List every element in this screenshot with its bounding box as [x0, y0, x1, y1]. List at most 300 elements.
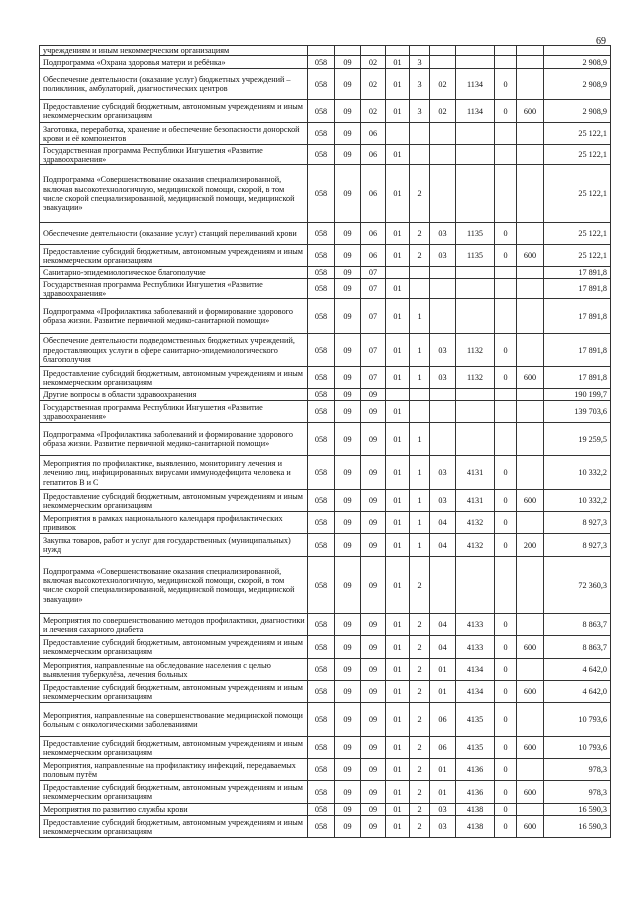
section-code: 09 [335, 334, 361, 367]
expense-type-code: 600 [517, 100, 544, 123]
program-code: 01 [386, 423, 410, 456]
program-code: 01 [386, 165, 410, 223]
subprogram-code: 2 [410, 636, 430, 659]
section-code: 09 [335, 401, 361, 423]
subprogram-code: 1 [410, 367, 430, 389]
subprogram-code [410, 46, 430, 56]
program-code: 01 [386, 367, 410, 389]
row-name: Государственная программа Республики Ингушетия «Развитие здравоохранения» [40, 279, 308, 299]
row-amount: 10 793,6 [544, 737, 611, 759]
subprogram-code: 2 [410, 165, 430, 223]
ministry-code: 058 [308, 100, 335, 123]
table-row [40, 737, 611, 759]
section-code: 09 [335, 636, 361, 659]
event-code [430, 401, 456, 423]
direction-code: 1135 [456, 245, 495, 267]
extra-code: 0 [495, 636, 517, 659]
event-code: 06 [430, 703, 456, 737]
extra-code: 0 [495, 512, 517, 534]
event-code: 02 [430, 69, 456, 100]
program-code: 01 [386, 737, 410, 759]
table-row [40, 401, 611, 423]
program-code: 01 [386, 816, 410, 838]
section-code: 09 [335, 490, 361, 512]
ministry-code: 058 [308, 401, 335, 423]
expense-type-code [517, 69, 544, 100]
event-code [430, 279, 456, 299]
row-amount: 72 360,3 [544, 557, 611, 614]
table-row [40, 557, 611, 614]
subprogram-code [410, 389, 430, 401]
subsection-code: 09 [361, 456, 386, 490]
subprogram-code: 2 [410, 614, 430, 636]
row-amount: 10 332,2 [544, 456, 611, 490]
direction-code: 4134 [456, 659, 495, 681]
table-row [40, 100, 611, 123]
program-code: 01 [386, 659, 410, 681]
table-row [40, 659, 611, 681]
subsection-code: 07 [361, 299, 386, 334]
expense-type-code: 600 [517, 681, 544, 703]
row-amount: 17 891,8 [544, 334, 611, 367]
ministry-code [308, 46, 335, 56]
subprogram-code: 1 [410, 299, 430, 334]
direction-code [456, 299, 495, 334]
extra-code [495, 56, 517, 69]
section-code: 09 [335, 659, 361, 681]
expense-type-code [517, 389, 544, 401]
subsection-code [361, 46, 386, 56]
subsection-code: 02 [361, 56, 386, 69]
ministry-code: 058 [308, 557, 335, 614]
table-row [40, 681, 611, 703]
event-code [430, 123, 456, 145]
subsection-code: 09 [361, 681, 386, 703]
table-row [40, 759, 611, 781]
direction-code: 1134 [456, 69, 495, 100]
row-amount: 16 590,3 [544, 816, 611, 838]
extra-code: 0 [495, 100, 517, 123]
event-code: 03 [430, 816, 456, 838]
row-name: учреждениям и иным некоммерческим организациям [40, 46, 308, 56]
expense-type-code [517, 334, 544, 367]
expense-type-code [517, 759, 544, 781]
subsection-code: 09 [361, 659, 386, 681]
table-row [40, 456, 611, 490]
expense-type-code [517, 279, 544, 299]
subprogram-code: 1 [410, 334, 430, 367]
expense-type-code [517, 223, 544, 245]
section-code: 09 [335, 512, 361, 534]
row-amount: 978,3 [544, 759, 611, 781]
direction-code [456, 557, 495, 614]
row-name: Обеспечение деятельности (оказание услуг) станций переливаний крови [40, 223, 308, 245]
row-name: Государственная программа Республики Ингушетия «Развитие здравоохранения» [40, 145, 308, 165]
expense-type-code [517, 165, 544, 223]
program-code: 01 [386, 703, 410, 737]
section-code: 09 [335, 267, 361, 279]
row-name: Подпрограмма «Охрана здоровья матери и ребёнка» [40, 56, 308, 69]
subprogram-code [410, 123, 430, 145]
ministry-code: 058 [308, 534, 335, 557]
table-row [40, 512, 611, 534]
subprogram-code: 1 [410, 534, 430, 557]
table-row [40, 367, 611, 389]
direction-code: 1135 [456, 223, 495, 245]
row-amount: 25 122,1 [544, 223, 611, 245]
event-code: 04 [430, 636, 456, 659]
expense-type-code [517, 56, 544, 69]
subsection-code: 09 [361, 423, 386, 456]
subprogram-code [410, 401, 430, 423]
section-code: 09 [335, 56, 361, 69]
row-amount: 8 863,7 [544, 614, 611, 636]
direction-code: 4131 [456, 490, 495, 512]
section-code: 09 [335, 804, 361, 816]
row-amount: 16 590,3 [544, 804, 611, 816]
ministry-code: 058 [308, 245, 335, 267]
row-name: Мероприятия в рамках национального календаря профилактических прививок [40, 512, 308, 534]
direction-code: 1132 [456, 334, 495, 367]
event-code [430, 557, 456, 614]
table-row [40, 389, 611, 401]
ministry-code: 058 [308, 267, 335, 279]
extra-code: 0 [495, 456, 517, 490]
row-name: Мероприятия, направленные на обследование населения с целью выявления туберкулёза, лечения больных [40, 659, 308, 681]
expense-type-code: 600 [517, 737, 544, 759]
subprogram-code [410, 279, 430, 299]
row-amount: 2 908,9 [544, 69, 611, 100]
program-code [386, 123, 410, 145]
row-name: Подпрограмма «Профилактика заболеваний и формирование здорового образа жизни. Развитие первичной медико-санитарной помощи» [40, 299, 308, 334]
row-amount: 2 908,9 [544, 56, 611, 69]
event-code [430, 299, 456, 334]
expense-type-code [517, 659, 544, 681]
program-code [386, 389, 410, 401]
table-row [40, 804, 611, 816]
ministry-code: 058 [308, 659, 335, 681]
row-amount: 8 927,3 [544, 512, 611, 534]
subsection-code: 06 [361, 165, 386, 223]
expense-type-code [517, 512, 544, 534]
subprogram-code: 2 [410, 681, 430, 703]
extra-code: 0 [495, 781, 517, 804]
event-code: 01 [430, 759, 456, 781]
extra-code: 0 [495, 245, 517, 267]
ministry-code: 058 [308, 737, 335, 759]
program-code: 01 [386, 69, 410, 100]
subprogram-code: 3 [410, 69, 430, 100]
row-amount: 4 642,0 [544, 681, 611, 703]
extra-code: 0 [495, 759, 517, 781]
section-code: 09 [335, 681, 361, 703]
subprogram-code: 2 [410, 804, 430, 816]
extra-code: 0 [495, 816, 517, 838]
row-amount: 17 891,8 [544, 267, 611, 279]
expense-type-code [517, 46, 544, 56]
direction-code [456, 123, 495, 145]
table-row [40, 816, 611, 838]
direction-code [456, 56, 495, 69]
direction-code [456, 423, 495, 456]
row-name: Подпрограмма «Профилактика заболеваний и формирование здорового образа жизни. Развитие первичной медико-санитарной помощи» [40, 423, 308, 456]
ministry-code: 058 [308, 423, 335, 456]
event-code [430, 423, 456, 456]
direction-code [456, 267, 495, 279]
row-amount: 4 642,0 [544, 659, 611, 681]
row-name: Подпрограмма «Совершенствование оказания специализированной, включая высокотехнологичную, медицинской помощи, скорой, в том числе скорой специализированной, медицинской помощи, медицинской эвакуации» [40, 165, 308, 223]
extra-code: 0 [495, 223, 517, 245]
program-code: 01 [386, 456, 410, 490]
direction-code [456, 46, 495, 56]
subsection-code: 07 [361, 267, 386, 279]
subsection-code: 09 [361, 490, 386, 512]
direction-code: 4132 [456, 534, 495, 557]
section-code: 09 [335, 614, 361, 636]
subprogram-code: 2 [410, 703, 430, 737]
row-name: Закупка товаров, работ и услуг для государственных (муниципальных) нужд [40, 534, 308, 557]
ministry-code: 058 [308, 614, 335, 636]
section-code: 09 [335, 456, 361, 490]
program-code: 01 [386, 636, 410, 659]
extra-code: 0 [495, 534, 517, 557]
event-code: 04 [430, 512, 456, 534]
direction-code: 1132 [456, 367, 495, 389]
expense-type-code: 600 [517, 816, 544, 838]
event-code: 03 [430, 334, 456, 367]
ministry-code: 058 [308, 367, 335, 389]
subsection-code: 06 [361, 123, 386, 145]
section-code: 09 [335, 703, 361, 737]
subprogram-code: 1 [410, 512, 430, 534]
row-name: Государственная программа Республики Ингушетия «Развитие здравоохранения» [40, 401, 308, 423]
row-amount: 10 332,2 [544, 490, 611, 512]
table-row [40, 703, 611, 737]
direction-code [456, 401, 495, 423]
row-name: Подпрограмма «Совершенствование оказания специализированной, включая высокотехнологичную, медицинской помощи, скорой, в том числе скорой специализированной, медицинской помощи, медицинской эвакуации» [40, 557, 308, 614]
program-code: 01 [386, 534, 410, 557]
table-body [40, 46, 611, 838]
row-name: Санитарно-эпидемиологическое благополучие [40, 267, 308, 279]
row-amount: 25 122,1 [544, 145, 611, 165]
event-code [430, 267, 456, 279]
subprogram-code: 1 [410, 490, 430, 512]
table-row [40, 165, 611, 223]
ministry-code: 058 [308, 279, 335, 299]
program-code: 01 [386, 100, 410, 123]
ministry-code: 058 [308, 69, 335, 100]
subsection-code: 09 [361, 703, 386, 737]
row-name: Предоставление субсидий бюджетным, автономным учреждениям и иным некоммерческим организациям [40, 100, 308, 123]
event-code [430, 389, 456, 401]
direction-code: 4131 [456, 456, 495, 490]
row-amount: 10 793,6 [544, 703, 611, 737]
row-amount: 978,3 [544, 781, 611, 804]
subsection-code: 09 [361, 534, 386, 557]
section-code: 09 [335, 123, 361, 145]
ministry-code: 058 [308, 223, 335, 245]
program-code: 01 [386, 401, 410, 423]
row-name: Заготовка, переработка, хранение и обеспечение безопасности донорской крови и её компонентов [40, 123, 308, 145]
event-code: 03 [430, 804, 456, 816]
section-code: 09 [335, 299, 361, 334]
table-row [40, 245, 611, 267]
section-code: 09 [335, 534, 361, 557]
expense-type-code [517, 123, 544, 145]
extra-code: 0 [495, 69, 517, 100]
row-name: Предоставление субсидий бюджетным, автономным учреждениям и иным некоммерческим организациям [40, 781, 308, 804]
event-code [430, 165, 456, 223]
expense-type-code [517, 401, 544, 423]
row-amount: 19 259,5 [544, 423, 611, 456]
subsection-code: 09 [361, 557, 386, 614]
subsection-code: 06 [361, 245, 386, 267]
expense-type-code [517, 614, 544, 636]
expense-type-code [517, 267, 544, 279]
subprogram-code: 2 [410, 557, 430, 614]
program-code [386, 267, 410, 279]
extra-code [495, 267, 517, 279]
section-code: 09 [335, 423, 361, 456]
subsection-code: 09 [361, 759, 386, 781]
event-code: 03 [430, 456, 456, 490]
table-row [40, 279, 611, 299]
program-code: 01 [386, 279, 410, 299]
event-code: 01 [430, 781, 456, 804]
row-name: Мероприятия, направленные на профилактику инфекций, передаваемых половым путём [40, 759, 308, 781]
ministry-code: 058 [308, 165, 335, 223]
subsection-code: 02 [361, 69, 386, 100]
event-code [430, 56, 456, 69]
row-name: Мероприятия, направленные на совершенствование медицинской помощи больным с онкологическими заболеваниями [40, 703, 308, 737]
row-amount: 190 199,7 [544, 389, 611, 401]
direction-code: 4134 [456, 681, 495, 703]
table-row [40, 145, 611, 165]
subsection-code: 06 [361, 145, 386, 165]
section-code: 09 [335, 245, 361, 267]
subprogram-code: 2 [410, 245, 430, 267]
direction-code: 4132 [456, 512, 495, 534]
row-amount: 8 927,3 [544, 534, 611, 557]
table-row [40, 56, 611, 69]
event-code: 03 [430, 245, 456, 267]
extra-code: 0 [495, 490, 517, 512]
extra-code [495, 123, 517, 145]
extra-code: 0 [495, 804, 517, 816]
ministry-code: 058 [308, 299, 335, 334]
program-code: 01 [386, 759, 410, 781]
ministry-code: 058 [308, 490, 335, 512]
extra-code [495, 279, 517, 299]
expense-type-code [517, 299, 544, 334]
table-row [40, 423, 611, 456]
extra-code [495, 401, 517, 423]
row-amount: 25 122,1 [544, 123, 611, 145]
ministry-code: 058 [308, 759, 335, 781]
program-code: 01 [386, 557, 410, 614]
subsection-code: 09 [361, 389, 386, 401]
program-code: 01 [386, 245, 410, 267]
row-amount: 2 908,9 [544, 100, 611, 123]
expense-type-code: 600 [517, 781, 544, 804]
program-code: 01 [386, 512, 410, 534]
direction-code: 4135 [456, 703, 495, 737]
row-amount: 17 891,8 [544, 279, 611, 299]
subprogram-code: 1 [410, 423, 430, 456]
direction-code: 4136 [456, 759, 495, 781]
expense-type-code [517, 804, 544, 816]
program-code: 01 [386, 145, 410, 165]
ministry-code: 058 [308, 389, 335, 401]
row-name: Мероприятия по развитию службы крови [40, 804, 308, 816]
extra-code: 0 [495, 334, 517, 367]
row-name: Обеспечение деятельности подведомственных бюджетных учреждений, предоставляющих услуги в сфере санитарно-эпидемиологического благополучия [40, 334, 308, 367]
program-code: 01 [386, 56, 410, 69]
section-code: 09 [335, 145, 361, 165]
section-code: 09 [335, 100, 361, 123]
direction-code: 4135 [456, 737, 495, 759]
ministry-code: 058 [308, 804, 335, 816]
direction-code: 1134 [456, 100, 495, 123]
section-code: 09 [335, 759, 361, 781]
table-row [40, 636, 611, 659]
row-amount: 17 891,8 [544, 299, 611, 334]
extra-code [495, 389, 517, 401]
program-code: 01 [386, 334, 410, 367]
section-code: 09 [335, 737, 361, 759]
expense-type-code [517, 703, 544, 737]
expense-type-code: 200 [517, 534, 544, 557]
expense-type-code [517, 145, 544, 165]
subprogram-code: 2 [410, 759, 430, 781]
extra-code: 0 [495, 737, 517, 759]
subsection-code: 09 [361, 401, 386, 423]
event-code: 06 [430, 737, 456, 759]
program-code: 01 [386, 223, 410, 245]
subsection-code: 09 [361, 816, 386, 838]
row-amount: 25 122,1 [544, 245, 611, 267]
ministry-code: 058 [308, 56, 335, 69]
direction-code [456, 145, 495, 165]
event-code: 03 [430, 367, 456, 389]
section-code: 09 [335, 165, 361, 223]
expense-type-code [517, 557, 544, 614]
event-code [430, 145, 456, 165]
ministry-code: 058 [308, 456, 335, 490]
row-name: Предоставление субсидий бюджетным, автономным учреждениям и иным некоммерческим организациям [40, 816, 308, 838]
table-row [40, 334, 611, 367]
table-row [40, 614, 611, 636]
table-row [40, 299, 611, 334]
extra-code: 0 [495, 681, 517, 703]
table-row [40, 534, 611, 557]
section-code: 09 [335, 367, 361, 389]
subprogram-code [410, 267, 430, 279]
expense-type-code [517, 456, 544, 490]
row-amount [544, 46, 611, 56]
row-name: Обеспечение деятельности (оказание услуг) бюджетных учреждений – поликлиник, амбулаторий, диагностических центров [40, 69, 308, 100]
expense-type-code: 600 [517, 367, 544, 389]
program-code: 01 [386, 299, 410, 334]
row-name: Мероприятия по совершенствованию методов профилактики, диагностики и лечения сахарного диабета [40, 614, 308, 636]
table-row [40, 490, 611, 512]
ministry-code: 058 [308, 636, 335, 659]
subprogram-code [410, 145, 430, 165]
ministry-code: 058 [308, 816, 335, 838]
event-code: 01 [430, 681, 456, 703]
program-code: 01 [386, 490, 410, 512]
program-code: 01 [386, 781, 410, 804]
